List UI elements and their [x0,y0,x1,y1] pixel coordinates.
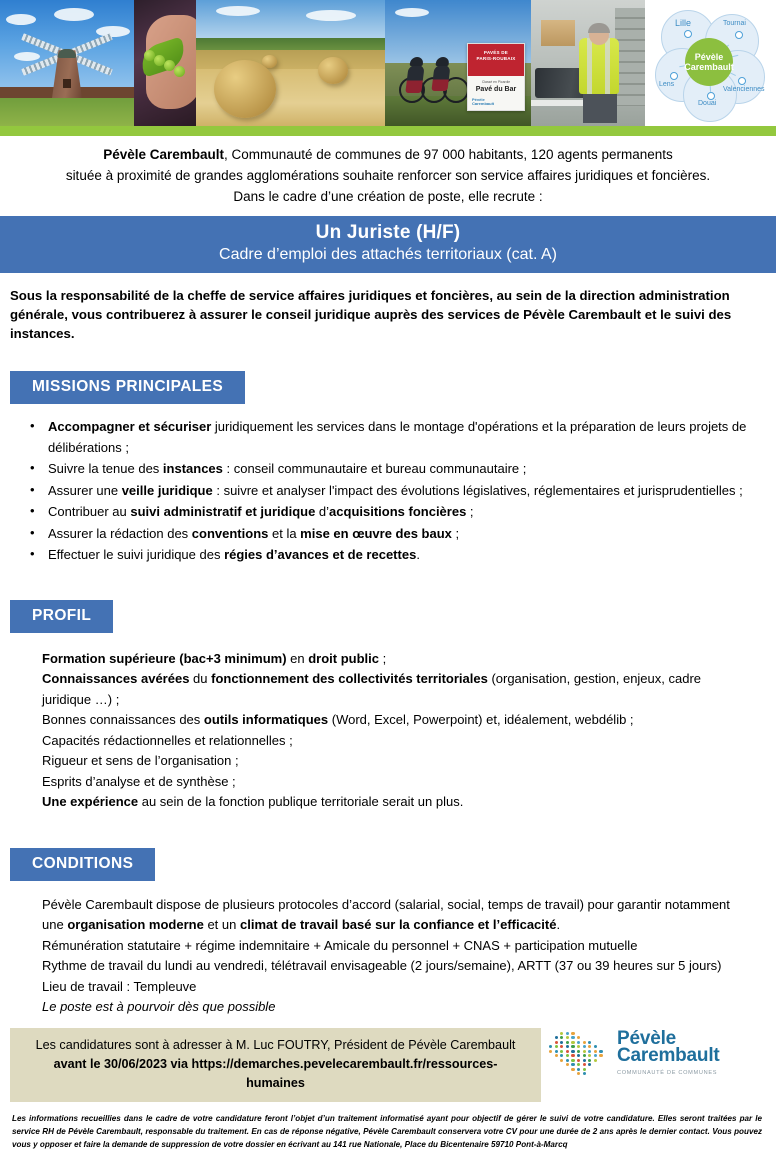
list-item [28,481,750,502]
sign-top-line1: PAVÉS DE [483,49,509,55]
worker-legs [583,93,617,123]
green-divider [0,126,776,136]
body-text: Bonnes connaissances des [42,712,204,727]
sign-name: Pavé du Bar [475,85,517,93]
roadside-sign [467,43,525,111]
mosaic-dot [566,1036,569,1039]
windmill-photo [0,0,134,126]
section-heading-profil: PROFIL [10,600,113,633]
mosaic-dot [594,1054,597,1057]
body-text: ; [379,650,387,666]
sign-logo-line2: Carembault [472,101,495,107]
cyclists-photo [385,0,531,126]
mosaic-dot [577,1054,580,1057]
mosaic-dot [577,1041,580,1044]
mosaic-dot [588,1045,591,1048]
body-text: Assurer une [48,482,122,498]
job-title: Un Juriste (H/F) [315,222,461,243]
map-label-lens: Lens [659,81,675,88]
mosaic-dot [571,1050,574,1053]
map-dot-lille [684,30,692,38]
body-text: Rigueur et sens de l’organisation ; [42,753,239,768]
list-item [28,417,750,458]
windmill-cap [58,49,76,58]
emphasis-text: suivi administratif et juridique [130,504,316,519]
map-dot-valenciennes [738,77,746,85]
cloud-icon [216,6,260,16]
apply-line-3[interactable]: humaines [246,1075,305,1090]
list-item [42,772,750,793]
helmet-icon [435,57,449,66]
map-dot-lens [670,72,678,80]
wheat-field-photo [196,0,385,126]
vest-stripe [587,38,592,94]
sign-header [468,44,524,76]
intro-line-2: située à proximité de grandes agglomérations souhaite renforcer son service affaires juridiques et foncières. [65,168,711,183]
mosaic-dot [555,1036,558,1039]
mosaic-dot [571,1036,574,1039]
cloud-icon [54,8,94,21]
section-heading-missions: MISSIONS PRINCIPALES [10,371,245,404]
list-item [42,710,750,731]
cloud-icon [14,52,40,61]
body-text: Lieu de travail : Templeuve [42,978,197,994]
worker-photo [531,0,645,126]
mosaic-dot [583,1045,586,1048]
list-item [42,956,754,977]
emphasis-text: Formation supérieure (bac+3 minimum) [42,650,287,666]
intro-org-name: Pévèle Carembault [103,147,224,162]
mosaic-dot [571,1054,574,1057]
mosaic-dot [560,1032,563,1035]
mosaic-dot [560,1041,563,1044]
apply-line-1: Les candidatures sont à adresser à M. Luc FOUTRY, Président de Pévèle Carembault [35,1037,516,1052]
header-banner [0,0,776,136]
cloud-icon [395,8,429,17]
mosaic-dot [560,1050,563,1053]
map-center-label: Pévèle Carembault [685,38,733,86]
mosaic-dot [577,1059,580,1062]
mosaic-dot [571,1068,574,1071]
organisation-logo [541,1028,768,1082]
emphasis-text: régies d’avances et de recettes [224,547,417,562]
emphasis-text: instances [162,461,223,476]
body-text: Effectuer le suivi juridique des [48,547,225,562]
mosaic-dot [566,1045,569,1048]
emphasis-text: climat de travail basé sur la confiance et l’efficacité [239,917,557,932]
list-item [42,751,750,772]
intro-line-1-rest: , Communauté de communes de 97 000 habitants, 120 agents permanents [224,147,673,162]
cloud-icon [6,14,36,25]
body-text: Contribuer au [48,504,131,519]
mosaic-dot [599,1050,602,1053]
mosaic-dot [571,1041,574,1044]
mosaic-dot [594,1050,597,1053]
mosaic-dot [571,1059,574,1062]
apply-line-2[interactable]: avant le 30/06/2023 via https://demarches.pevelecarembault.fr/ressources- [53,1056,498,1071]
sign-subtitle: Classé en Picardie [481,79,511,84]
mosaic-dot [583,1068,586,1071]
hay-bale [214,60,276,118]
mosaic-dot [571,1063,574,1066]
windmill-door [63,79,71,88]
section-heading-conditions: CONDITIONS [10,848,155,881]
emphasis-text: conventions [191,525,269,541]
conditions-section [0,848,776,1018]
body-text: et la [268,525,301,541]
map-dot-douai [707,92,715,100]
mosaic-dot [583,1059,586,1062]
mosaic-dot [577,1068,580,1071]
mosaic-dot [583,1063,586,1066]
logo-line-1: Pévèle [617,1027,677,1049]
sign-top-line2: PARIS-ROUBAIX [476,55,516,61]
map-label-lille: Lille [675,18,692,28]
lead-paragraph: Sous la responsabilité de la cheffe de service affaires juridiques et foncières, au sein de la direction administration générale, vous contribuerez à assurer le conseil juridique auprès des services de Pévèle Carembault et le suivi des instances. [10,288,732,341]
mosaic-dot [566,1041,569,1044]
list-item [28,502,750,523]
mosaic-dot [577,1045,580,1048]
profil-list [0,649,776,813]
mosaic-dot [555,1041,558,1044]
intro-line-3: Dans le cadre d’une création de poste, elle recrute : [233,189,543,204]
mosaic-dot [588,1050,591,1053]
body-text: Rémunération statutaire + régime indemnitaire + Amicale du personnel + CNAS + participation mutuelle [42,937,638,953]
safety-vest [579,38,619,94]
body-text: Le poste est à pourvoir dès que possible [42,999,276,1014]
mosaic-dot [560,1059,563,1062]
body-text: d’ [315,504,330,519]
legal-notice: Les informations recueillies dans le cadre de votre candidature feront l’objet d’un traitement informatisé ayant pour objectif de gérer le suivi de votre candidature. Elles seront traitées par le service RH de Pévèle Carembault, responsable du traitement. En cas de réponse négative, Pévèle Carembault conservera votre CV pour une durée de 2 ans après le dernier contact. Vous pouvez vous y opposer et faire la demande de suppression de votre dossier en écrivant au 141 rue Nationale, Place du Bicentenaire 59710 Pont-à-Marcq [12,1113,762,1149]
ground [0,96,134,126]
body-text: (organisation, gestion, enjeux, cadre juridique …) ; [42,671,702,707]
mosaic-dot [588,1054,591,1057]
body-text: et un [203,917,240,932]
body-text: du [189,671,212,686]
list-item [42,936,754,957]
mosaic-dot [577,1036,580,1039]
mosaic-dot [571,1045,574,1048]
body-text: ; [451,525,460,541]
cloud-icon [306,10,356,21]
mosaic-dot [560,1054,563,1057]
photo-strip [0,0,645,126]
body-text: : conseil communautaire et bureau communautaire ; [222,461,527,476]
pea [174,66,185,77]
mosaic-dot [555,1045,558,1048]
mosaic-dot [577,1072,580,1075]
map-label-douai: Douai [698,100,717,107]
mosaic-dot [566,1059,569,1062]
emphasis-text: acquisitions foncières [329,504,467,519]
logo-tagline: COMMUNAUTÉ DE COMMUNES [617,1069,718,1076]
mosaic-dot [599,1054,602,1057]
mosaic-dot [588,1041,591,1044]
body-text: ; [466,504,474,519]
mosaic-dot [555,1050,558,1053]
emphasis-text: Une expérience [42,794,139,809]
body-text: (Word, Excel, Powerpoint) et, idéalement, webdélib ; [328,712,634,727]
emphasis-text: droit public [308,650,379,666]
list-item [28,524,750,545]
body-text: Capacités rédactionnelles et relationnelles ; [42,732,293,748]
job-title-banner [0,216,776,273]
vest-stripe [605,38,610,94]
logo-text [617,1027,720,1082]
list-item [42,669,750,710]
body-text: Pévèle Carembault dispose de plusieurs protocoles d’accord (salarial, social, temps de travail) pour garantir notamment une [42,896,730,932]
body-text: : suivre et analyser l'impact des évolutions législatives, réglementaires et jurisprudentielles ; [212,482,743,498]
mosaic-map-icon [549,1032,611,1080]
logo-line-2: Carembault [617,1044,720,1066]
mosaic-dot [566,1032,569,1035]
body-text: . [416,547,420,562]
mosaic-dot [594,1059,597,1062]
mosaic-dot [566,1050,569,1053]
emphasis-text: mise en œuvre des baux [300,525,452,541]
missions-section [0,371,776,566]
pea-pod-photo [134,0,196,126]
application-callout [10,1028,541,1102]
helmet-icon [410,57,424,66]
emphasis-text: outils informatiques [203,712,329,727]
map-label-tournai: Tournai [723,20,746,27]
mosaic-dot [571,1032,574,1035]
body-text: . [556,917,561,932]
mosaic-dot [566,1063,569,1066]
shelving [615,8,645,106]
mosaic-dot [588,1059,591,1062]
emphasis-text: fonctionnement des collectivités territoriales [211,671,488,686]
intro-line-1 [34,144,742,165]
body-text: juridiquement les services dans le montage d'opérations et la préparation de leurs projets de délibérations ; [48,419,747,455]
mosaic-dot [583,1041,586,1044]
mosaic-dot [549,1050,552,1053]
sign-logo-line1: Pévèle [472,97,485,103]
list-item [42,792,750,813]
cardboard-box [541,20,575,46]
emphasis-text: Accompagner et sécuriser [48,419,212,434]
profil-section [0,600,776,813]
mosaic-dot [583,1054,586,1057]
cloud-icon [96,26,130,37]
list-item [42,997,754,1018]
mosaic-dot [560,1045,563,1048]
body-text: Suivre la tenue des [48,461,163,476]
list-item [42,977,754,998]
map-dot-tournai [735,31,743,39]
sign-logo [472,98,494,107]
apply-row [0,1028,776,1102]
map-label-valenciennes: Valenciennes [723,86,765,93]
mosaic-dot [583,1072,586,1075]
list-item [28,545,750,566]
mosaic-dot [566,1054,569,1057]
conditions-list [0,895,776,1018]
missions-list [0,417,776,566]
mosaic-dot [583,1050,586,1053]
intro-paragraph [0,136,776,213]
body-text: Rythme de travail du lundi au vendredi, télétravail envisageable (2 jours/semaine), ARTT (37 ou 39 heures sur 5 jours) [42,958,722,973]
body-text: au sein de la fonction publique territoriale serait un plus. [138,794,464,809]
hay-bale [318,57,348,84]
emphasis-text: Connaissances avérées [42,671,190,686]
list-item [42,895,754,936]
body-text: en [286,650,309,666]
job-subtitle: Cadre d’emploi des attachés territoriaux (cat. A) [219,246,557,263]
emphasis-text: veille juridique [121,482,213,498]
mosaic-dot [549,1045,552,1048]
mosaic-dot [594,1045,597,1048]
mosaic-dot [577,1063,580,1066]
mosaic-dot [560,1036,563,1039]
list-item [42,731,750,752]
list-item [42,649,750,670]
list-item [28,459,750,480]
cyclist [431,65,450,91]
body-text: Assurer la rédaction des [48,525,192,541]
mosaic-dot [577,1050,580,1053]
mosaic-dot [555,1054,558,1057]
territory-map-diagram [645,0,776,126]
emphasis-text: organisation moderne [67,917,204,932]
body-text: Esprits d’analyse et de synthèse ; [42,773,236,789]
mosaic-dot [588,1063,591,1066]
